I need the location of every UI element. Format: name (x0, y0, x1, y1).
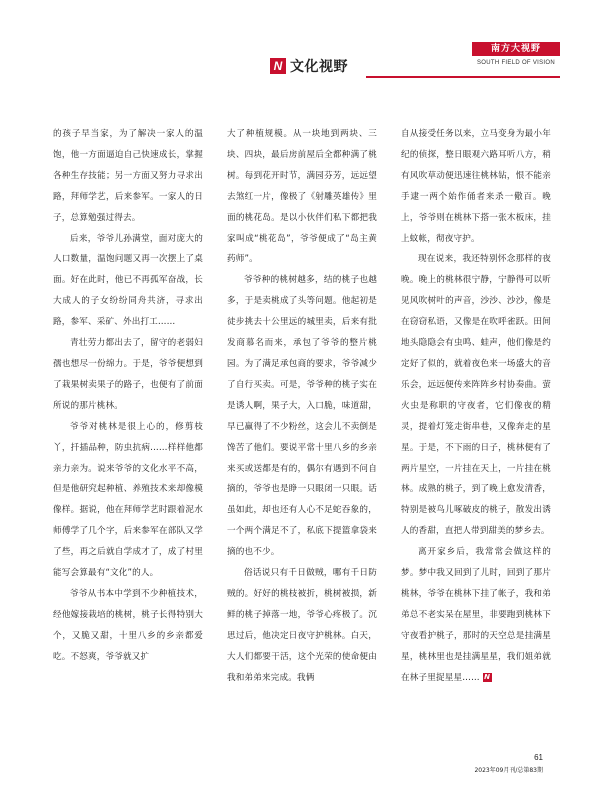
page-number: 61 (534, 753, 543, 762)
column-2 (227, 124, 377, 704)
paragraph (401, 124, 551, 249)
section-title: 文化视野 (290, 59, 348, 75)
column-3 (401, 124, 551, 704)
paragraph (53, 584, 203, 668)
paragraph (53, 229, 203, 334)
brand-english: SOUTH FIELD OF VISION (477, 60, 555, 66)
paragraph-text: 青壮劳力都出去了，留守的老弱妇孺也想尽一份绵力。于是，爷爷便想到了栽果树卖果子的路子，也便有了前面所说的那片桃林。 (53, 338, 203, 411)
paragraph (227, 270, 377, 563)
magazine-logo-icon: N (270, 58, 286, 74)
paragraph (53, 417, 203, 584)
paragraph (227, 563, 377, 688)
end-mark-icon: N (484, 672, 491, 681)
paragraph-text: 的孩子早当家，为了解决一家人的温饱，他一方面逼迫自己快速成长，掌握各种生存技能；另一方面又努力寻求出路，拜师学艺，后来参军。一家人的日子，总算勉强过得去。 (53, 129, 203, 223)
paragraph (53, 333, 203, 417)
article-body (53, 124, 551, 704)
issue-info: 2023年09月刊/总第83期 (474, 767, 543, 774)
paragraph (227, 124, 377, 270)
paragraph-text: 自从接受任务以来，立马变身为最小年纪的侦探，整日眼观六路耳听八方，稍有风吹草动便迅速往桃林钻，恨不能亲手逮一两个始作俑者来杀一儆百。晚上，爷爷则在桃林下搭一张木板床，挂上蚊帐，彻夜守护。 (401, 129, 551, 244)
brand-badge: 南方大视野 (472, 42, 560, 56)
paragraph-text: 大了种植规模。从一块地到两块、三块、四块，最后房前屋后全都种满了桃树。每到花开时节，满园芬芳，远远望去煞红一片，像极了《射雕英雄传》里面的桃花岛。是以小伙伴们私下都把我家叫成“桃花岛”，爷爷便成了“岛主黄药师”。 (227, 129, 377, 265)
paragraph (401, 249, 551, 542)
page-header (270, 36, 560, 78)
paragraph-text: 后来，爷爷儿孙满堂，面对庞大的人口数量，温饱问题又再一次摆上了桌面。好在此时，他已不再孤军奋战，长大成人的子女纷纷同舟共济，寻求出路，参军、采矿、外出打工…… (53, 233, 203, 328)
paragraph-text: 爷爷对桃林是很上心的，修剪枝丫，扦插品种，防虫抗病……样样他都亲力亲为。说来爷爷的文化水平不高，但是他研究起种植、养殖技术来却像模像样。据说，他在拜师学艺时跟着泥水师傅学了几个字，后来参军在部队又学了些，再之后就自学成才了，成了村里能写会算最有“文化”的人。 (53, 421, 203, 579)
paragraph-text: 爷爷种的桃树越多，结的桃子也越多，于是卖桃成了头等问题。他起初是徒步挑去十公里远的城里卖，后来有批发商慕名而来，承包了爷爷的整片桃园。为了满足承包商的要求，爷爷减少了自行买卖。可是，爷爷种的桃子实在是诱人啊，果子大，入口脆，味道甜，早已赢得了不少粉丝，这会儿不卖倒是馋苦了他们。要说平常十里八乡的乡亲来买或送都是有的，偶尔有遇到不问自摘的，爷爷也是睁一只眼闭一只眼。话虽如此，却也还有人心不足蛇吞象的，一个两个满足不了，私底下提篮拿袋来摘的也不少。 (227, 275, 377, 558)
paragraph (401, 542, 551, 688)
paragraph-text: 爷爷从书本中学到不少种植技术，经他嫁接栽培的桃树，桃子长得特别大个，又脆又甜，十里八乡的乡亲都爱吃。不怒爽，爷爷就又扩 (53, 588, 203, 662)
paragraph-text: 现在说来，我还特别怀念那样的夜晚。晚上的桃林很宁静，宁静得可以听见风吹树叶的声音，沙沙、沙沙，像是在窃窃私语，又像是在吹呼雀跃。田间地头隐隐会有虫鸣、蛙声，他们像是约定好了似的，就着夜色来一场盛大的音乐会，远远便传来阵阵乡村协奏曲。萤火虫是称职的守夜者，它们像夜的精灵，提着灯笼走街串巷，又像奔走的星星。于是，不下雨的日子，桃林便有了两片星空，一片挂在天上，一片挂在桃林。成熟的桃子，到了晚上愈发清香，特别是被鸟儿啄破皮的桃子，散发出诱人的香甜，直把人带到甜美的梦乡去。 (401, 254, 551, 537)
paragraph (53, 124, 203, 229)
column-1 (53, 124, 203, 704)
paragraph-text: 俗话说只有千日做贼，哪有千日防贼的。好好的桃枝被折，桃树被损，新鲜的桃子掉落一地，爷爷心疼极了。沉思过后，他决定日夜守护桃林。白天，大人们都要干活，这个光荣的使命便由我和弟弟来完成。我俩 (227, 568, 377, 683)
paragraph-text: 离开家乡后，我常常会做这样的梦。梦中我又回到了儿时，回到了那片桃林，爷爷在桃林下挂了帐子，我和弟弟总不老实呆在屋里，非要跑到桃林下守夜看护桃子，那时的天空总是挂满星星，桃林里也是挂满星星，我们姐弟就在林子里捉星星…… (401, 547, 551, 683)
header-rule (366, 76, 560, 78)
